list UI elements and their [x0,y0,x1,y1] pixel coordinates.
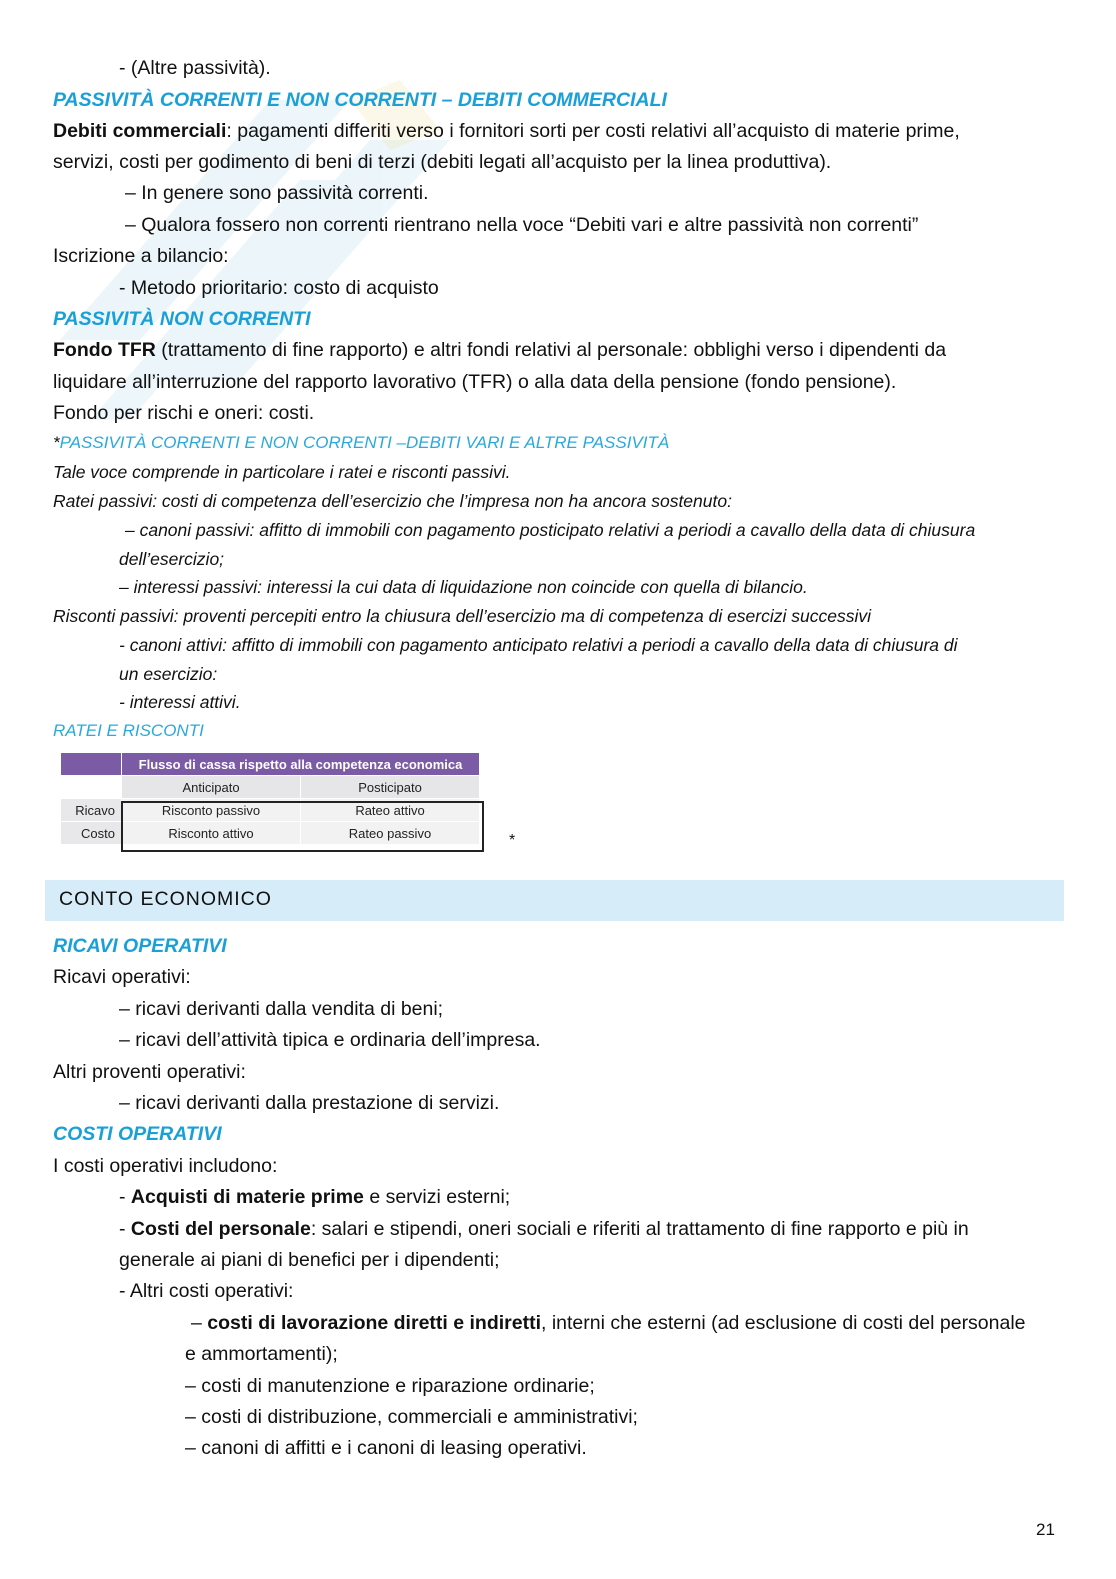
italic-line: Ratei passivi: costi di competenza dell’esercizio che l’impresa non ha ancora sostenuto: [53,491,732,511]
italic-line: – canoni passivi: affitto di immobili con pagamento posticipato relativi a periodi a cavallo della data di chiusura [125,520,976,540]
text-line: - Altri costi operativi: [119,1280,294,1302]
text-span: e servizi esterni; [363,1186,511,1208]
table-title: Flusso di cassa rispetto alla competenza economica [122,753,480,776]
text-line: Altri proventi operativi: [53,1061,246,1083]
text-line: – costi di distribuzione, commerciali e amministrativi; [185,1406,638,1428]
text-line: – ricavi derivanti dalla prestazione di servizi. [119,1092,500,1114]
text-line: Iscrizione a bilancio: [53,245,229,267]
heading-debiti-vari [53,431,669,455]
text-line: generale ai piani di benefici per i dipendenti; [119,1249,500,1271]
text-line: servizi, costi per godimento di beni di terzi (debiti legati all’acquisto per la linea produttiva). [53,151,832,173]
text-line: – Qualora fossero non correnti rientrano nella voce “Debiti vari e altre passività non correnti” [125,214,919,236]
text-line: – ricavi derivanti dalla vendita di beni; [119,998,444,1020]
text-span: : pagamenti differiti verso i fornitori sorti per costi relativi all’acquisto di materie prime, [226,120,960,142]
bold-term: Debiti commerciali [53,120,227,142]
row-label: Ricavo [61,799,122,822]
italic-line: un esercizio: [119,664,218,684]
text-line: I costi operativi includono: [53,1155,278,1177]
text-line: liquidare all’interruzione del rapporto lavorativo (TFR) o alla data della pensione (fondo pensione). [53,371,897,393]
text-line: – canoni di affitti e i canoni di leasing operativi. [185,1437,587,1459]
text-line [53,119,960,143]
table-footnote-asterisk: * [509,832,516,849]
text-line: – In genere sono passività correnti. [125,182,429,204]
text-line [119,1185,510,1209]
table-corner [61,776,122,799]
cash-flow-table [60,752,480,845]
heading-ricavi-operativi: RICAVI OPERATIVI [53,935,227,957]
text-line: – costi di manutenzione e riparazione ordinarie; [185,1375,595,1397]
text-span: - [119,1186,131,1208]
heading-debiti-commerciali: PASSIVITÀ CORRENTI E NON CORRENTI – DEBITI COMMERCIALI [53,89,667,111]
bold-term: Costi del personale [130,1218,311,1240]
heading-ratei-risconti: RATEI E RISCONTI [53,721,204,740]
text-span: – [191,1312,208,1334]
column-header-posticipato: Posticipato [301,776,480,799]
italic-line: - canoni attivi: affitto di immobili con pagamento anticipato relativi a periodi a cavallo della data di chiusura di [119,635,958,655]
text-span: (trattamento di fine rapporto) e altri fondi relativi al personale: obblighi verso i dipendenti da [155,339,947,361]
table-row [61,799,480,822]
text-line: Fondo per rischi e oneri: costi. [53,402,315,424]
asterisk: * [53,433,60,452]
text-line: e ammortamenti); [185,1343,338,1365]
table-subheader-row [61,776,480,799]
table-row [61,822,480,845]
table-cell: Risconto passivo [122,799,301,822]
text-line [191,1311,1026,1335]
section-title: CONTO ECONOMICO [59,888,272,910]
text-line: - Metodo prioritario: costo di acquisto [119,277,439,299]
text-span: , interni che esterni (ad esclusione di costi del personale [541,1312,1026,1334]
italic-line: dell’esercizio; [119,549,225,569]
italic-line: Tale voce comprende in particolare i ratei e risconti passivi. [53,462,511,482]
table-header-row [61,753,480,776]
bold-term: Acquisti di materie prime [130,1186,364,1208]
text-line: Ricavi operativi: [53,966,191,988]
italic-line: Risconti passivi: proventi percepiti entro la chiusura dell’esercizio ma di competenza di esercizi successivi [53,606,871,626]
section-header-bar [45,880,1064,921]
page-number: 21 [1036,1520,1055,1539]
table-cell: Risconto attivo [122,822,301,845]
bold-term: costi di lavorazione diretti e indiretti [207,1312,541,1334]
italic-line: - interessi attivi. [119,692,241,712]
heading-passivita-non-correnti: PASSIVITÀ NON CORRENTI [53,308,311,330]
column-header-anticipato: Anticipato [122,776,301,799]
table-corner [61,753,122,776]
text-span: - [119,1218,131,1240]
row-label: Costo [61,822,122,845]
table-cell: Rateo attivo [301,799,480,822]
heading-costi-operativi: COSTI OPERATIVI [53,1123,222,1145]
italic-line: – interessi passivi: interessi la cui data di liquidazione non coincide con quella di bilancio. [119,577,808,597]
text-line [119,1217,969,1241]
text-line [53,338,946,362]
bold-term: Fondo TFR [53,339,156,361]
heading-text: PASSIVITÀ CORRENTI E NON CORRENTI –DEBITI VARI E ALTRE PASSIVITÀ [59,433,670,452]
text-line: – ricavi dell’attività tipica e ordinaria dell’impresa. [119,1029,541,1051]
table-cell: Rateo passivo [301,822,480,845]
text-line: - (Altre passività). [119,57,271,79]
text-span: : salari e stipendi, oneri sociali e riferiti al trattamento di fine rapporto e più in [310,1218,969,1240]
